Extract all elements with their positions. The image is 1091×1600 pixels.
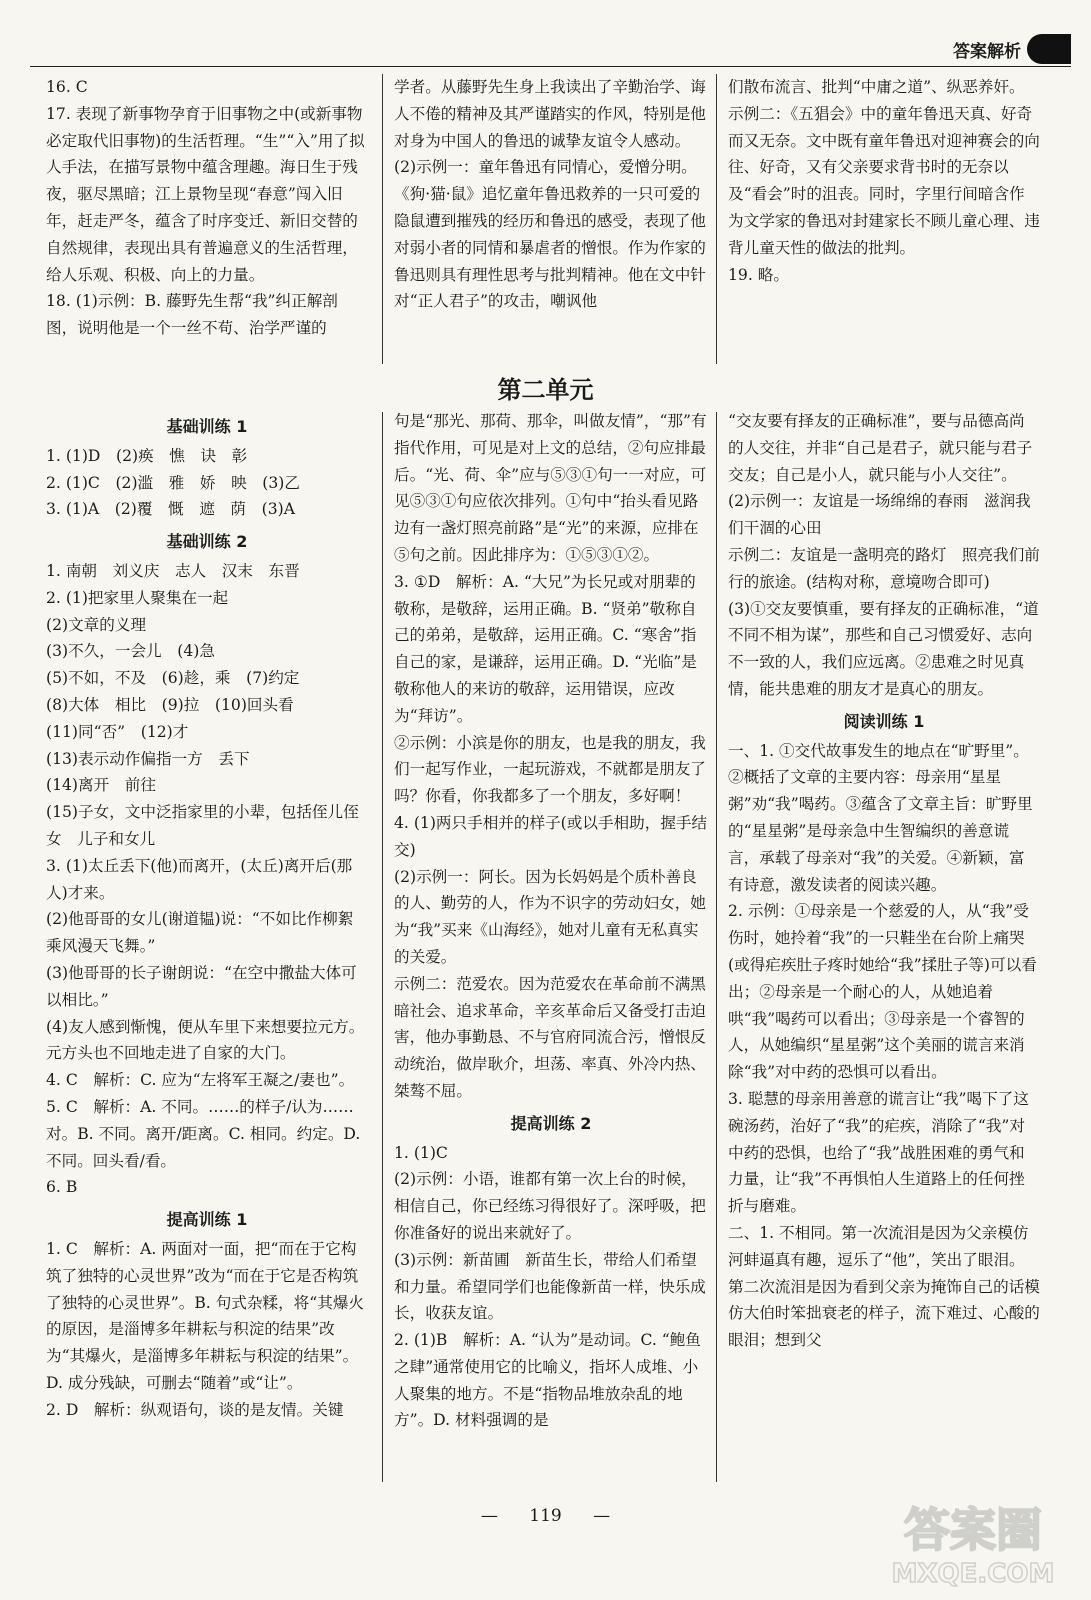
answer-paragraph: 一、1. ①交代故事发生的地点在“旷野里”。②概括了文章的主要内容：母亲用“星星粥”劝“我”喝药。③蕴含了文章主旨：旷野里的“星星粥”是母亲急中生智编织的善意谎言，承载了母亲对“我”的关爱。④新颖，富有诗意，激发读者的阅读兴趣。: [728, 741, 1033, 894]
column-divider: [716, 412, 717, 1482]
answer-paragraph: 示例二：《五猖会》中的童年鲁迅天真、好奇而又无奈。文中既有童年鲁迅对迎神赛会的向往、好奇，又有父亲要求背书时的无奈以及“看会”时的沮丧。同时，字里行间暗含作为文学家的鲁迅对封建家长不顾儿童心理、违背儿童天性的做法的批判。: [728, 104, 1040, 257]
answer-paragraph: ②示例：小滨是你的朋友，也是我的朋友，我们一起写作业，一起玩游戏，不就都是朋友了吗？你看，你我都多了一个朋友，多好啊！: [394, 733, 706, 806]
answer-paragraph: 2. D 解析：纵观语句，谈的是友情。关键: [46, 1400, 344, 1419]
page-dash-right: —: [593, 1506, 611, 1526]
page-header: [953, 34, 1071, 64]
section-heading: 提高训练 2: [510, 1113, 592, 1133]
unit-title: 第二单元: [497, 376, 594, 404]
answer-paragraph: 二、1. 不相同。第一次流泪是因为父亲模仿河蚌逼真有趣，逗乐了“他”，笑出了眼泪。第二次流泪是因为看到父亲为掩饰自己的话模仿大伯时笨拙衰老的样子，流下难过、心酸的眼泪；想到父: [728, 1223, 1040, 1350]
answer-paragraph: (2)示例一：阿长。因为长妈妈是个质朴善良的人、勤劳的人，作为不识字的劳动妇女，她为“我”买来《山海经》，她对儿童有无私真实的关爱。: [394, 867, 706, 966]
answer-paragraph: 4. C 解析：C. 应为“左将军王凝之/妻也”。: [46, 1071, 355, 1090]
answer-paragraph: (2)示例：小语，谁都有第一次上台的时候，相信自己，你已经练习得很好了。深呼吸，把你准备好的说出来就好了。: [394, 1170, 706, 1242]
answer-paragraph: 1. C 解析：A. 两面对一面，把“而在于它构筑了独特的心灵世界”改为“而在于它是否构筑了独特的心灵世界”。B. 句式杂糅，将“其爆火的原因，是淄博多年耕耘与积淀的结果”改为“其爆火，是淄博多年耕耘与积淀的结果”。D. 成分残缺，可删去“随着”或“让”。: [46, 1239, 365, 1392]
bottom-column-1: [46, 408, 368, 1423]
answer-paragraph: 1. (1)C: [394, 1143, 448, 1162]
answer-paragraph: 句是“那光、那荷、那伞，叫做友情”，“那”有指代作用，可见是对上文的总结，②句应排最后。“光、荷、伞”应与⑤③①句一一对应，可见⑤③①句应依次排列。①句中“抬头看见路边有一盏灯照亮前路”是“光”的来源，应排在⑤句之前。因此排序为：①⑤③①②。: [394, 412, 707, 564]
answer-paragraph: 3. (1)A (2)覆 慨 遮 荫 (3)A: [46, 500, 295, 519]
answer-paragraph: (2)示例一：友谊是一场绵绵的春雨 滋润我们干涸的心田: [728, 492, 1031, 538]
answer-paragraph: 5. C 解析：A. 不同。……的样子/认为……对。B. 不同。离开/距离。C. 相同。约定。D. 不同。回头看/看。: [46, 1097, 361, 1170]
answer-paragraph: 3. (1)太丘丢下(他)而离开，(太丘)离开后(那人)才来。: [46, 856, 353, 902]
top-column-1: [46, 74, 368, 342]
svg-text:MXQE.COM: MXQE.COM: [891, 1559, 1055, 1589]
answer-paragraph: 1. (1)D (2)痪 憔 诀 彰: [46, 446, 248, 465]
answer-paragraph: “交友要有择友的正确标准”，要与品德高尚的人交往，并非“自己是君子，就只能与君子交友；自己是小人，就只能与小人交往”。: [728, 412, 1033, 484]
column-divider: [382, 74, 383, 364]
header-tab-marker: [1027, 34, 1071, 64]
answer-paragraph: (5)不如，不及 (6)趁，乘 (7)约定: [46, 669, 300, 688]
page-number: 119: [529, 1506, 562, 1526]
bottom-column-2: [394, 408, 708, 1434]
answer-paragraph: 学者。从藤野先生身上我读出了辛勤治学、诲人不倦的精神及其严谨踏实的作风，特别是他对身为中国人的鲁迅的诚挚友谊令人感动。: [394, 78, 706, 150]
watermark-logo: [873, 1484, 1073, 1594]
answer-paragraph: (11)同“否” (12)才: [46, 722, 189, 741]
header-title: 答案解析: [953, 41, 1021, 62]
answer-paragraph: (3)不久，一会儿 (4)急: [46, 642, 215, 661]
header-rule: [30, 66, 1071, 67]
answer-paragraph: 17. 表现了新事物孕育于旧事物之中(或新事物必定取代旧事物)的生活哲理。“生”“入”用了拟人手法，在描写景物中蕴含理趣。海日生于残夜，驱尽黑暗；江上景物呈现“春意”闯入旧年，赶走严冬，蕴含了时序变迁、新旧交替的自然规律，表现出具有普遍意义的生活哲理，给人乐观、积极、向上的力量。: [46, 104, 365, 284]
answer-paragraph: (4)友人感到惭愧，便从车里下来想要拉元方。元方头也不回地走进了自家的大门。: [46, 1017, 365, 1063]
section-heading: 阅读训练 1: [843, 711, 925, 731]
answer-paragraph: (14)离开 前往: [46, 776, 156, 795]
section-heading: 基础训练 1: [166, 417, 248, 436]
bottom-column-3: [728, 408, 1040, 1354]
answer-paragraph: 2. (1)B 解析：A. “认为”是动词。C. “鲍鱼之肆”通常使用它的比喻义，指坏人成堆、小人聚集的地方。不是“指物品堆放杂乱的地方”。D. 材料强调的是: [394, 1331, 701, 1430]
svg-text:答案圈: 答案圈: [904, 1503, 1042, 1557]
answer-paragraph: 们散布流言、批判“中庸之道”、纵恶养奸。: [728, 78, 1025, 96]
page-dash-left: —: [480, 1506, 498, 1526]
answer-paragraph: (3)他哥哥的长子谢朗说：“在空中撒盐大体可以相比。”: [46, 963, 357, 1009]
answer-paragraph: (3)①交友要慎重，要有择友的正确标准，“道不同不相为谋”，那些和自己习惯爱好、志向不一致的人，我们应远离。②患难之时见真情，能共患难的朋友才是真心的朋友。: [728, 599, 1039, 698]
answer-paragraph: 2. (1)C (2)滥 雅 娇 映 (3)乙: [46, 473, 300, 492]
answer-paragraph: (8)大体 相比 (9)拉 (10)回头看: [46, 695, 294, 714]
answer-paragraph: 2. 示例：①母亲是一个慈爱的人，从“我”受伤时，她拎着“我”的一只鞋坐在台阶上痛哭(或得疟疾肚子疼时她给“我”揉肚子等)可以看出；②母亲是一个耐心的人，从她追着哄“我”喝药可以看出；③母亲是一个睿智的人，从她编织“星星粥”这个美丽的谎言来消除“我”对中药的恐惧可以看出。: [728, 902, 1037, 1082]
answer-paragraph: (3)示例：新苗圃 新苗生长，带给人们希望和力量。希望同学们也能像新苗一样，快乐成长，收获友谊。: [394, 1250, 706, 1323]
answer-paragraph: 16. C: [46, 78, 88, 96]
answer-paragraph: (2)示例一：童年鲁迅有同情心，爱憎分明。《狗·猫·鼠》追忆童年鲁迅救养的一只可爱的隐鼠遭到摧残的经历和鲁迅的感受，表现了他对弱小者的同情和暴虐者的憎恨。作为作家的鲁迅则具有理性思考与批判精神。他在文中针对“正人君子”的攻击，嘲讽他: [394, 158, 706, 311]
top-column-3: [728, 74, 1040, 288]
column-divider: [716, 74, 717, 364]
answer-paragraph: 4. (1)两只手相并的样子(或以手相助，握手结交): [394, 813, 708, 859]
answer-paragraph: 19. 略。: [728, 265, 789, 284]
answer-paragraph: 3. ①D 解析：A. “大兄”为长兄或对朋辈的敬称，是敬辞，运用正确。B. “贤弟”敬称自己的弟弟，是敬辞，运用正确。C. “寒舍”指自己的家，是谦辞，运用正确。D. “光临”是敬称他人的来访的敬辞，运用错误，应改为“拜访”。: [394, 572, 697, 725]
section-heading: 基础训练 2: [166, 532, 248, 552]
column-divider: [382, 412, 383, 1482]
answer-paragraph: 示例二：友谊是一盏明亮的路灯 照亮我们前行的旅途。(结构对称，意境吻合即可): [728, 545, 1040, 591]
answer-paragraph: (15)子女，文中泛指家里的小辈，包括侄儿侄女 儿子和女儿: [46, 803, 359, 848]
answer-paragraph: 3. 聪慧的母亲用善意的谎言让“我”喝下了这碗汤药，治好了“我”的疟疾，消除了“我”对中药的恐惧，也给了“我”战胜困难的勇气和力量，让“我”不再惧怕人生道路上的任何挫折与磨难。: [728, 1089, 1029, 1216]
answer-paragraph: (2)他哥哥的女儿(谢道韫)说：“不如比作柳絮乘风漫天飞舞。”: [46, 910, 354, 956]
top-column-2: [394, 74, 708, 315]
section-heading: 提高训练 1: [166, 1210, 248, 1230]
answer-paragraph: (2)文章的义理: [46, 615, 147, 634]
answer-paragraph: 18. (1)示例：B. 藤野先生帮“我”纠正解剖图，说明他是一个一丝不苟、治学严谨的: [46, 292, 338, 338]
answer-paragraph: 6. B: [46, 1178, 78, 1197]
answer-paragraph: 2. (1)把家里人聚集在一起: [46, 588, 229, 607]
answer-paragraph: (13)表示动作偏指一方 丢下: [46, 749, 250, 768]
answer-paragraph: 1. 南朝 刘义庆 志人 汉末 东晋: [46, 561, 300, 580]
answer-paragraph: 示例二：范爱农。因为范爱农在革命前不满黑暗社会、追求革命，辛亥革命后又备受打击迫害，他办事勤恳、不与官府同流合污，憎恨反动统治，做岸耿介，坦荡、率真、外冷内热、桀骜不屈。: [394, 974, 706, 1100]
